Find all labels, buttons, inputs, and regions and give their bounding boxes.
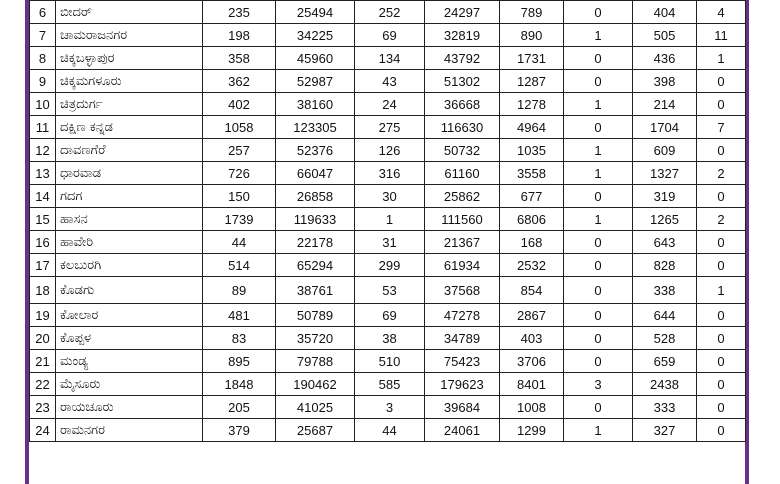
cell-col-1: 83 <box>203 327 276 350</box>
table-row <box>30 373 746 396</box>
cell-col-8: 0 <box>697 231 746 254</box>
cell-col-1: 358 <box>203 47 276 70</box>
cell-col-8: 0 <box>697 327 746 350</box>
cell-col-6: 0 <box>564 116 633 139</box>
cell-col-7: 1704 <box>633 116 697 139</box>
cell-col-1: 1058 <box>203 116 276 139</box>
cell-col-2: 41025 <box>276 396 355 419</box>
district-name: ಚಾಮರಾಜನಗರ <box>56 24 203 47</box>
cell-col-8: 1 <box>697 277 746 304</box>
cell-col-5: 3706 <box>500 350 564 373</box>
serial-number: 24 <box>30 419 56 442</box>
cell-col-5: 677 <box>500 185 564 208</box>
table-row <box>30 277 746 304</box>
cell-col-3: 44 <box>355 419 425 442</box>
cell-col-2: 123305 <box>276 116 355 139</box>
table-row <box>30 419 746 442</box>
district-name: ರಾಮನಗರ <box>56 419 203 442</box>
table-row <box>30 185 746 208</box>
cell-col-7: 659 <box>633 350 697 373</box>
district-name: ಮೈಸೂರು <box>56 373 203 396</box>
cell-col-7: 644 <box>633 304 697 327</box>
table-row <box>30 254 746 277</box>
cell-col-7: 2438 <box>633 373 697 396</box>
serial-number: 23 <box>30 396 56 419</box>
cell-col-3: 69 <box>355 24 425 47</box>
cell-col-2: 119633 <box>276 208 355 231</box>
district-name: ರಾಯಚೂರು <box>56 396 203 419</box>
cell-col-8: 1 <box>697 47 746 70</box>
cell-col-6: 1 <box>564 162 633 185</box>
cell-col-8: 2 <box>697 162 746 185</box>
cell-col-5: 3558 <box>500 162 564 185</box>
cell-col-6: 0 <box>564 254 633 277</box>
serial-number: 17 <box>30 254 56 277</box>
cell-col-3: 275 <box>355 116 425 139</box>
cell-col-6: 1 <box>564 208 633 231</box>
cell-col-4: 24297 <box>425 1 500 24</box>
cell-col-4: 21367 <box>425 231 500 254</box>
cell-col-2: 35720 <box>276 327 355 350</box>
cell-col-2: 22178 <box>276 231 355 254</box>
cell-col-7: 609 <box>633 139 697 162</box>
cell-col-1: 379 <box>203 419 276 442</box>
cell-col-2: 26858 <box>276 185 355 208</box>
cell-col-8: 0 <box>697 70 746 93</box>
cell-col-1: 44 <box>203 231 276 254</box>
cell-col-3: 1 <box>355 208 425 231</box>
cell-col-4: 179623 <box>425 373 500 396</box>
cell-col-6: 0 <box>564 70 633 93</box>
cell-col-1: 895 <box>203 350 276 373</box>
cell-col-3: 53 <box>355 277 425 304</box>
cell-col-6: 0 <box>564 350 633 373</box>
cell-col-1: 1739 <box>203 208 276 231</box>
cell-col-6: 0 <box>564 396 633 419</box>
cell-col-8: 0 <box>697 350 746 373</box>
cell-col-2: 25494 <box>276 1 355 24</box>
cell-col-7: 333 <box>633 396 697 419</box>
district-name: ಕಲಬುರಗಿ <box>56 254 203 277</box>
serial-number: 19 <box>30 304 56 327</box>
district-name: ಕೋಲಾರ <box>56 304 203 327</box>
cell-col-3: 252 <box>355 1 425 24</box>
district-name: ದಾವಣಗೆರೆ <box>56 139 203 162</box>
cell-col-7: 404 <box>633 1 697 24</box>
cell-col-8: 11 <box>697 24 746 47</box>
district-name: ಬೀದರ್ <box>56 1 203 24</box>
cell-col-1: 89 <box>203 277 276 304</box>
table-row <box>30 162 746 185</box>
cell-col-8: 0 <box>697 304 746 327</box>
serial-number: 12 <box>30 139 56 162</box>
cell-col-2: 52376 <box>276 139 355 162</box>
table-row <box>30 396 746 419</box>
table-row <box>30 350 746 373</box>
serial-number: 21 <box>30 350 56 373</box>
cell-col-8: 0 <box>697 419 746 442</box>
serial-number: 8 <box>30 47 56 70</box>
cell-col-3: 510 <box>355 350 425 373</box>
cell-col-7: 338 <box>633 277 697 304</box>
cell-col-2: 38160 <box>276 93 355 116</box>
serial-number: 20 <box>30 327 56 350</box>
cell-col-8: 0 <box>697 396 746 419</box>
cell-col-2: 79788 <box>276 350 355 373</box>
table-row <box>30 208 746 231</box>
cell-col-5: 890 <box>500 24 564 47</box>
cell-col-7: 327 <box>633 419 697 442</box>
cell-col-4: 47278 <box>425 304 500 327</box>
serial-number: 16 <box>30 231 56 254</box>
cell-col-7: 528 <box>633 327 697 350</box>
cell-col-3: 134 <box>355 47 425 70</box>
cell-col-6: 0 <box>564 277 633 304</box>
cell-col-2: 190462 <box>276 373 355 396</box>
cell-col-1: 1848 <box>203 373 276 396</box>
cell-col-8: 0 <box>697 373 746 396</box>
cell-col-1: 726 <box>203 162 276 185</box>
cell-col-1: 150 <box>203 185 276 208</box>
cell-col-5: 2867 <box>500 304 564 327</box>
cell-col-8: 4 <box>697 1 746 24</box>
district-name: ಧಾರವಾಡ <box>56 162 203 185</box>
cell-col-5: 8401 <box>500 373 564 396</box>
cell-col-4: 36668 <box>425 93 500 116</box>
cell-col-3: 69 <box>355 304 425 327</box>
district-name: ದಕ್ಷಿಣ ಕನ್ನಡ <box>56 116 203 139</box>
serial-number: 15 <box>30 208 56 231</box>
cell-col-4: 61160 <box>425 162 500 185</box>
table-body <box>30 1 746 442</box>
cell-col-3: 126 <box>355 139 425 162</box>
cell-col-3: 38 <box>355 327 425 350</box>
district-name: ಕೊಡಗು <box>56 277 203 304</box>
cell-col-1: 235 <box>203 1 276 24</box>
cell-col-4: 39684 <box>425 396 500 419</box>
cell-col-8: 0 <box>697 254 746 277</box>
cell-col-3: 24 <box>355 93 425 116</box>
table-row <box>30 327 746 350</box>
cell-col-7: 398 <box>633 70 697 93</box>
cell-col-5: 403 <box>500 327 564 350</box>
cell-col-4: 24061 <box>425 419 500 442</box>
cell-col-6: 1 <box>564 419 633 442</box>
cell-col-6: 0 <box>564 1 633 24</box>
district-name: ಕೊಪ್ಪಳ <box>56 327 203 350</box>
cell-col-4: 50732 <box>425 139 500 162</box>
cell-col-6: 0 <box>564 231 633 254</box>
cell-col-2: 50789 <box>276 304 355 327</box>
district-name: ಗದಗ <box>56 185 203 208</box>
cell-col-1: 205 <box>203 396 276 419</box>
cell-col-6: 1 <box>564 24 633 47</box>
cell-col-3: 30 <box>355 185 425 208</box>
cell-col-2: 25687 <box>276 419 355 442</box>
cell-col-5: 4964 <box>500 116 564 139</box>
cell-col-3: 31 <box>355 231 425 254</box>
cell-col-5: 1731 <box>500 47 564 70</box>
cell-col-2: 52987 <box>276 70 355 93</box>
cell-col-5: 1008 <box>500 396 564 419</box>
cell-col-2: 45960 <box>276 47 355 70</box>
serial-number: 18 <box>30 277 56 304</box>
cell-col-1: 514 <box>203 254 276 277</box>
table-row <box>30 304 746 327</box>
cell-col-4: 61934 <box>425 254 500 277</box>
cell-col-1: 362 <box>203 70 276 93</box>
cell-col-8: 0 <box>697 139 746 162</box>
cell-col-1: 481 <box>203 304 276 327</box>
district-covid-table <box>29 0 746 442</box>
district-name: ಚಿಕ್ಕಮಗಳೂರು <box>56 70 203 93</box>
cell-col-8: 2 <box>697 208 746 231</box>
cell-col-1: 257 <box>203 139 276 162</box>
cell-col-7: 828 <box>633 254 697 277</box>
cell-col-4: 43792 <box>425 47 500 70</box>
table-row <box>30 24 746 47</box>
table-row <box>30 116 746 139</box>
serial-number: 22 <box>30 373 56 396</box>
district-name: ಚಿತ್ರದುರ್ಗ <box>56 93 203 116</box>
district-name: ಮಂಡ್ಯ <box>56 350 203 373</box>
cell-col-8: 0 <box>697 93 746 116</box>
cell-col-7: 214 <box>633 93 697 116</box>
cell-col-1: 198 <box>203 24 276 47</box>
table-row <box>30 70 746 93</box>
cell-col-5: 168 <box>500 231 564 254</box>
cell-col-5: 1299 <box>500 419 564 442</box>
cell-col-2: 38761 <box>276 277 355 304</box>
cell-col-3: 316 <box>355 162 425 185</box>
serial-number: 11 <box>30 116 56 139</box>
cell-col-6: 0 <box>564 304 633 327</box>
cell-col-3: 43 <box>355 70 425 93</box>
cell-col-7: 1265 <box>633 208 697 231</box>
district-name: ಹಾವೇರಿ <box>56 231 203 254</box>
table-row <box>30 1 746 24</box>
cell-col-5: 1287 <box>500 70 564 93</box>
cell-col-4: 75423 <box>425 350 500 373</box>
table-row <box>30 47 746 70</box>
cell-col-5: 789 <box>500 1 564 24</box>
cell-col-4: 37568 <box>425 277 500 304</box>
cell-col-5: 1035 <box>500 139 564 162</box>
cell-col-7: 1327 <box>633 162 697 185</box>
cell-col-3: 3 <box>355 396 425 419</box>
cell-col-7: 643 <box>633 231 697 254</box>
table-row <box>30 93 746 116</box>
cell-col-6: 0 <box>564 327 633 350</box>
serial-number: 14 <box>30 185 56 208</box>
serial-number: 10 <box>30 93 56 116</box>
cell-col-2: 66047 <box>276 162 355 185</box>
cell-col-2: 65294 <box>276 254 355 277</box>
cell-col-8: 0 <box>697 185 746 208</box>
cell-col-5: 2532 <box>500 254 564 277</box>
cell-col-7: 505 <box>633 24 697 47</box>
cell-col-3: 299 <box>355 254 425 277</box>
serial-number: 6 <box>30 1 56 24</box>
cell-col-4: 34789 <box>425 327 500 350</box>
cell-col-5: 6806 <box>500 208 564 231</box>
cell-col-6: 0 <box>564 47 633 70</box>
cell-col-5: 854 <box>500 277 564 304</box>
cell-col-6: 0 <box>564 185 633 208</box>
cell-col-4: 51302 <box>425 70 500 93</box>
cell-col-8: 7 <box>697 116 746 139</box>
cell-col-5: 1278 <box>500 93 564 116</box>
cell-col-6: 1 <box>564 93 633 116</box>
cell-col-4: 32819 <box>425 24 500 47</box>
cell-col-1: 402 <box>203 93 276 116</box>
table-row <box>30 231 746 254</box>
serial-number: 13 <box>30 162 56 185</box>
district-name: ಹಾಸನ <box>56 208 203 231</box>
cell-col-4: 116630 <box>425 116 500 139</box>
cell-col-3: 585 <box>355 373 425 396</box>
cell-col-6: 3 <box>564 373 633 396</box>
cell-col-7: 436 <box>633 47 697 70</box>
cell-col-4: 25862 <box>425 185 500 208</box>
cell-col-4: 111560 <box>425 208 500 231</box>
serial-number: 7 <box>30 24 56 47</box>
cell-col-7: 319 <box>633 185 697 208</box>
serial-number: 9 <box>30 70 56 93</box>
table-row <box>30 139 746 162</box>
district-name: ಚಿಕ್ಕಬಳ್ಳಾಪುರ <box>56 47 203 70</box>
cell-col-6: 1 <box>564 139 633 162</box>
cell-col-2: 34225 <box>276 24 355 47</box>
